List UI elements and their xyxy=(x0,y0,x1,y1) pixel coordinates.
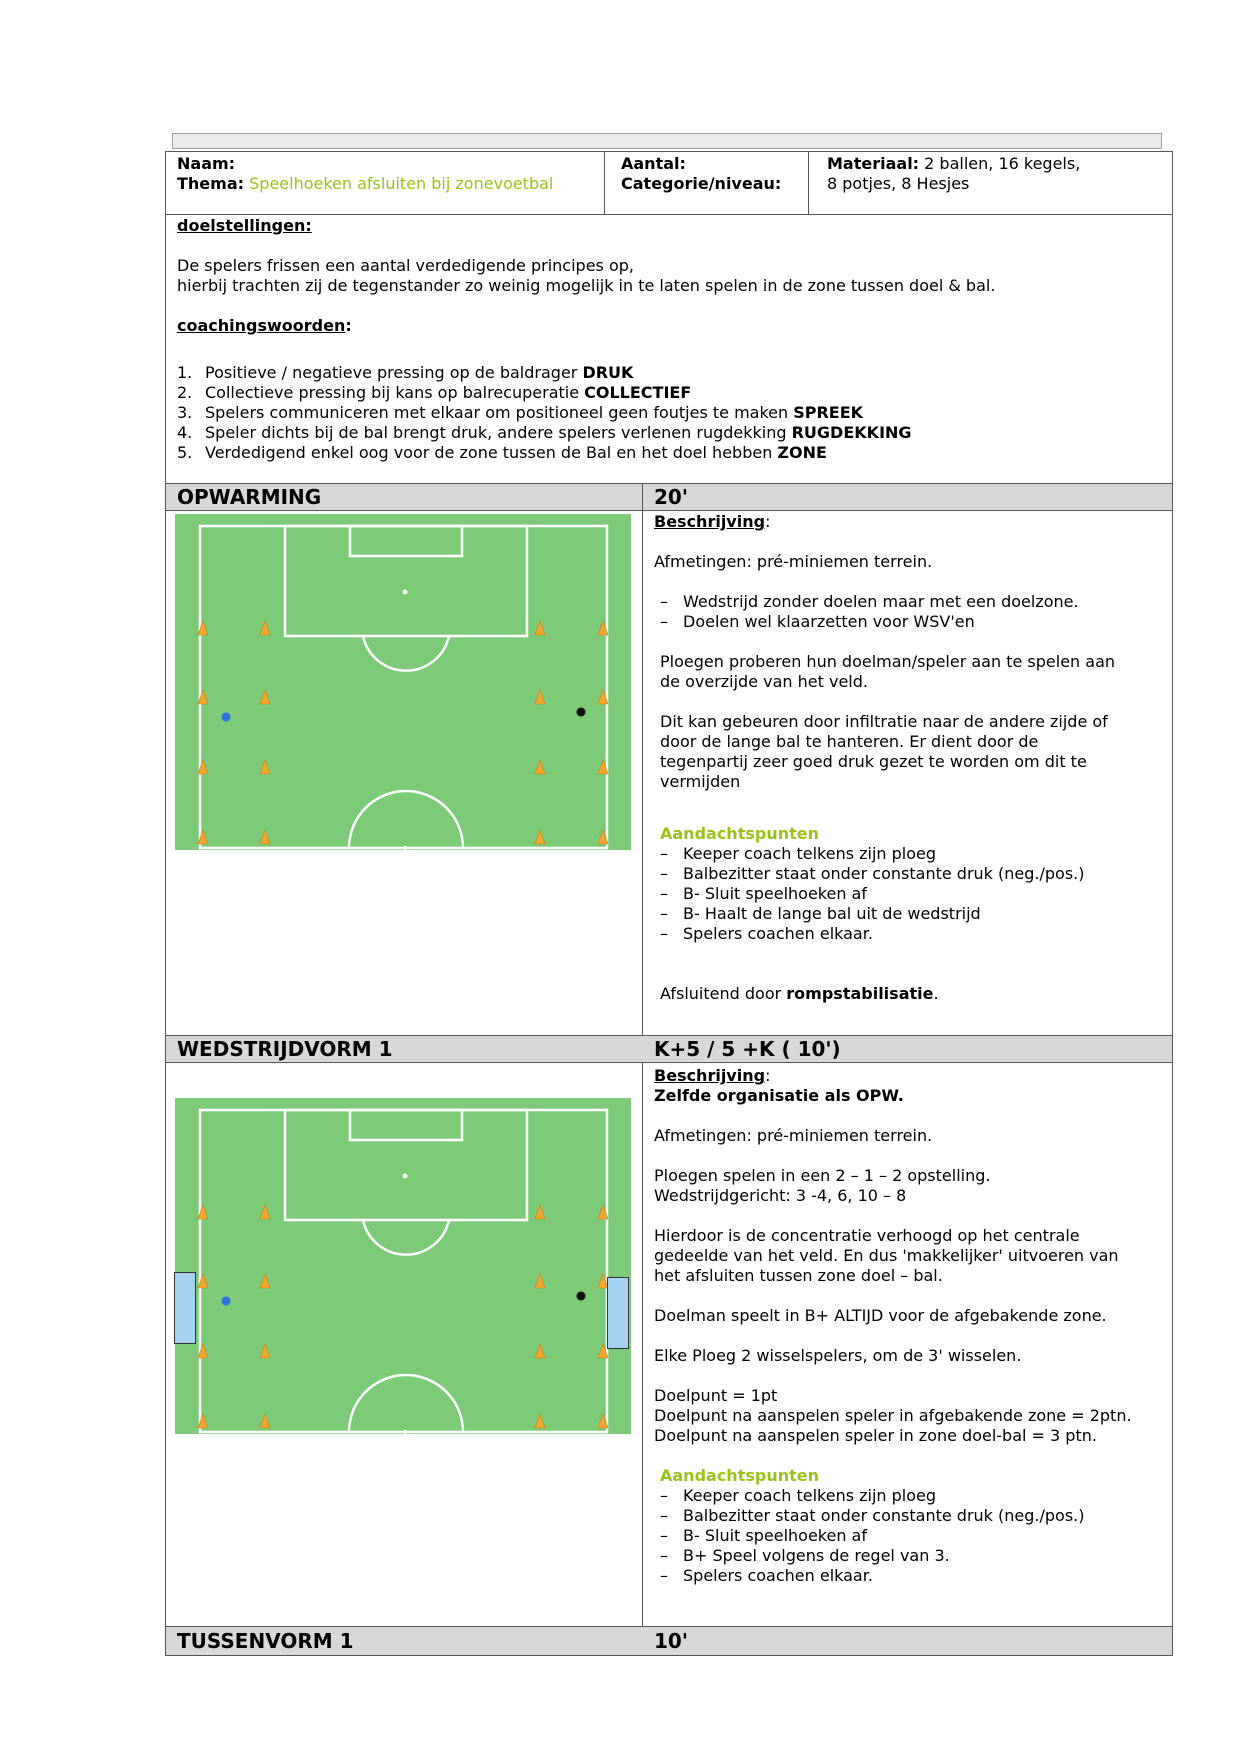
categorie-label: Categorie/niveau: xyxy=(621,174,782,193)
list-item: – Spelers coachen elkaar. xyxy=(660,924,873,943)
materiaal-field xyxy=(827,154,1080,174)
list-item: 1. Positieve / negatieve pressing op de baldrager DRUK xyxy=(177,363,634,382)
doelman-text: Doelman speelt in B+ ALTIJD voor de afgebakende zone. xyxy=(654,1306,1107,1325)
materiaal-line2: 8 potjes, 8 Hesjes xyxy=(827,174,970,193)
punten-text: Doelpunt = 1pt Doelpunt na aanspelen speler in afgebakende zone = 2ptn. Doelpunt na aanspelen speler in zone doel-bal = 3 ptn. xyxy=(654,1386,1132,1445)
list-item: – Keeper coach telkens zijn ploeg xyxy=(660,1486,937,1505)
afsluitend-text: Afsluitend door rompstabilisatie. xyxy=(660,984,939,1003)
beschrijving-label: Beschrijving: xyxy=(654,512,771,531)
list-item: – B+ Speel volgens de regel van 3. xyxy=(660,1546,950,1565)
list-item: 2. Collectieve pressing bij kans op balrecuperatie COLLECTIEF xyxy=(177,383,692,402)
opwarming-para1: Ploegen proberen hun doelman/speler aan te spelen aan de overzijde van het veld. xyxy=(660,652,1116,691)
wedstrijdvorm-band xyxy=(166,1035,1172,1063)
aandachtspunten-label: Aandachtspunten xyxy=(660,1466,819,1485)
wissel-text: Elke Ploeg 2 wisselspelers, om de 3' wisselen. xyxy=(654,1346,1022,1365)
doel-line2: hierbij trachten zij de tegenstander zo weinig mogelijk in te laten spelen in de zone tussen doel & bal. xyxy=(177,276,996,295)
list-item: – Wedstrijd zonder doelen maar met een doelzone. xyxy=(660,592,1079,611)
list-item: – B- Sluit speelhoeken af xyxy=(660,884,867,903)
list-item: 5. Verdedigend enkel oog voor de zone tussen de Bal en het doel hebben ZONE xyxy=(177,443,827,462)
tussenvorm-time: 10' xyxy=(654,1629,688,1653)
left-goal xyxy=(174,1272,196,1344)
opwarming-aandacht-list xyxy=(654,844,1164,944)
beschrijving-label: Beschrijving: xyxy=(654,1066,771,1085)
opwarming-bullets xyxy=(654,592,1164,632)
materiaal-line1: 2 ballen, 16 kegels, xyxy=(919,154,1081,173)
opwarming-description xyxy=(654,512,1164,1004)
thema-field xyxy=(177,174,553,194)
naam-label: Naam: xyxy=(177,154,236,173)
list-item: – Balbezitter staat onder constante druk (neg./pos.) xyxy=(660,1506,1085,1525)
training-sheet xyxy=(165,151,1173,1656)
opwarming-para2: Dit kan gebeuren door infiltratie naar de andere zijde of door de lange bal te hanteren. Er dient door de tegenpartij zeer goed druk gezet te worden om dit te vermijden xyxy=(660,712,1108,791)
list-item: – Spelers coachen elkaar. xyxy=(660,1566,873,1585)
doelstellingen-heading: doelstellingen: xyxy=(177,216,312,235)
list-item: 3. Spelers communiceren met elkaar om positioneel geen foutjes te maken SPREEK xyxy=(177,403,864,422)
wedstrijdvorm-title: WEDSTRIJDVORM 1 xyxy=(177,1037,393,1061)
coaching-heading: coachingswoorden: xyxy=(177,316,352,335)
list-item: – B- Haalt de lange bal uit de wedstrijd xyxy=(660,904,981,923)
tussenvorm-title: TUSSENVORM 1 xyxy=(177,1629,354,1653)
wedstrijdvorm-description xyxy=(654,1066,1166,1586)
list-item: – Keeper coach telkens zijn ploeg xyxy=(660,844,937,863)
list-item: 4. Speler dichts bij de bal brengt druk, andere spelers verlenen rugdekking RUGDEKKING xyxy=(177,423,912,442)
zelfde-organisatie: Zelfde organisatie als OPW. xyxy=(654,1086,904,1105)
wedstrijdvorm-pitch-diagram xyxy=(175,1098,631,1434)
tussenvorm-band xyxy=(166,1626,1172,1656)
list-item: – B- Sluit speelhoeken af xyxy=(660,1526,867,1545)
materiaal-label: Materiaal: xyxy=(827,154,920,173)
concentratie-text: Hierdoor is de concentratie verhoogd op het centrale gedeelde van het veld. En dus 'makkelijker' uitvoeren van het afsluiten tussen zone doel – bal. xyxy=(654,1226,1119,1285)
top-bar xyxy=(172,133,1162,149)
aantal-label: Aantal: xyxy=(621,154,686,173)
wedstrijdvorm-aandacht-list xyxy=(654,1486,1166,1586)
opwarming-pitch-diagram xyxy=(175,514,631,850)
opwarming-title: OPWARMING xyxy=(177,485,322,509)
list-item: – Balbezitter staat onder constante druk (neg./pos.) xyxy=(660,864,1085,883)
aandachtspunten-label: Aandachtspunten xyxy=(660,824,819,843)
doel-line1: De spelers frissen een aantal verdedigende principes op, xyxy=(177,256,634,275)
right-goal xyxy=(607,1277,629,1349)
afmetingen-text: Afmetingen: pré-miniemen terrein. xyxy=(654,1126,933,1145)
list-item: – Doelen wel klaarzetten voor WSV'en xyxy=(660,612,975,631)
thema-value: Speelhoeken afsluiten bij zonevoetbal xyxy=(249,174,554,193)
thema-label: Thema: xyxy=(177,174,245,193)
opwarming-band xyxy=(166,483,1172,511)
coaching-list xyxy=(177,363,912,463)
wedstrijdvorm-time: K+5 / 5 +K ( 10') xyxy=(654,1037,841,1061)
opwarming-time: 20' xyxy=(654,485,688,509)
opstelling-text: Ploegen spelen in een 2 – 1 – 2 opstelling. Wedstrijdgericht: 3 -4, 6, 10 – 8 xyxy=(654,1166,991,1205)
naam-field xyxy=(177,154,235,174)
afmetingen-text: Afmetingen: pré-miniemen terrein. xyxy=(654,552,933,571)
